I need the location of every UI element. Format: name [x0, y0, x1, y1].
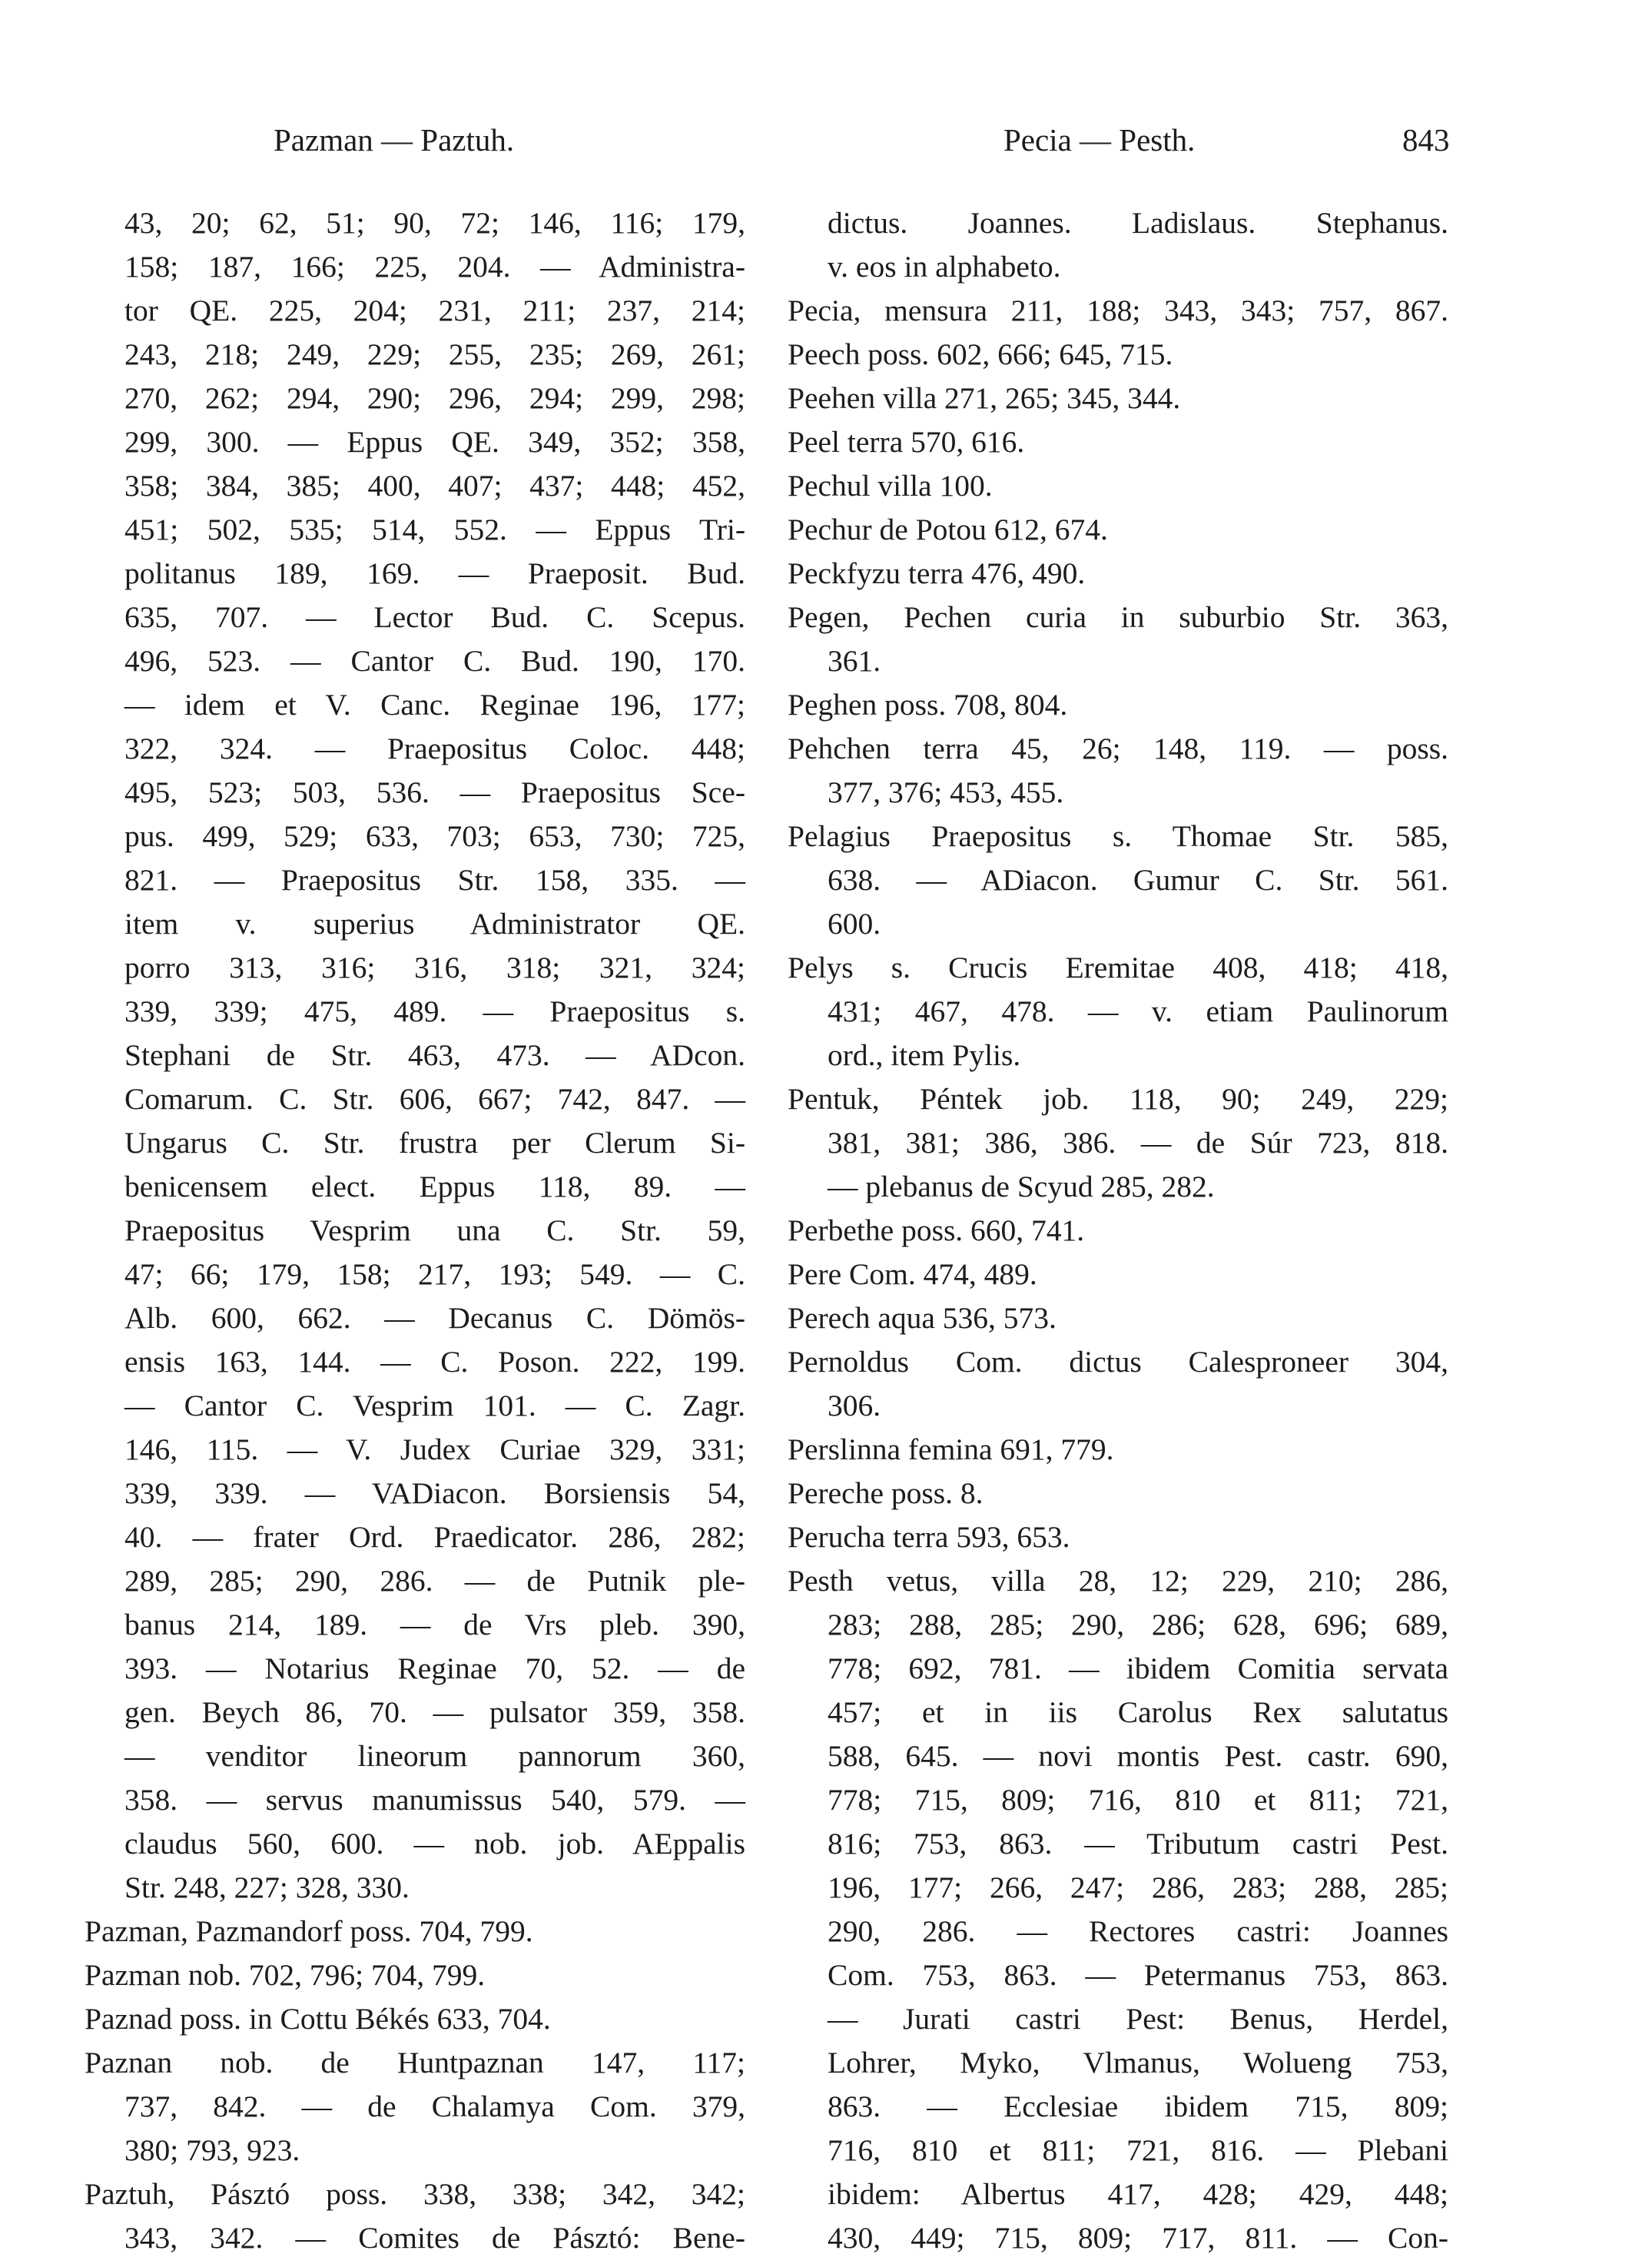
header-left-title: Pazman — Paztuh.	[274, 122, 515, 158]
index-continuation-line: dictus. Joannes. Ladislaus. Stephanus.	[828, 206, 1448, 240]
index-continuation-line: 270, 262; 294, 290; 296, 294; 299, 298;	[124, 381, 745, 415]
index-continuation-line: politanus 189, 169. — Praeposit. Bud.	[124, 556, 745, 590]
index-continuation-line: porro 313, 316; 316, 318; 321, 324;	[124, 951, 745, 984]
index-continuation-line: 600.	[828, 907, 881, 941]
index-continuation-line: Lohrer, Myko, Vlmanus, Wolueng 753,	[828, 2046, 1448, 2079]
index-continuation-line: 299, 300. — Eppus QE. 349, 352; 358,	[124, 425, 745, 459]
index-continuation-line: Praepositus Vesprim una C. Str. 59,	[124, 1213, 745, 1247]
index-continuation-line: pus. 499, 529; 633, 703; 653, 730; 725,	[124, 819, 745, 853]
index-continuation-line: 431; 467, 478. — v. etiam Paulinorum	[828, 994, 1448, 1028]
index-continuation-line: 43, 20; 62, 51; 90, 72; 146, 116; 179,	[124, 206, 745, 240]
index-entry-line: Peel terra 570, 616.	[788, 425, 1025, 459]
index-continuation-line: 343, 342. — Comites de Pásztó: Bene-	[124, 2221, 745, 2255]
index-continuation-line: ensis 163, 144. — C. Poson. 222, 199.	[124, 1345, 745, 1379]
index-continuation-line: 361.	[828, 644, 881, 678]
index-continuation-line: 778; 692, 781. — ibidem Comitia servata	[828, 1651, 1448, 1685]
index-entry-line: Pehchen terra 45, 26; 148, 119. — poss.	[788, 732, 1448, 765]
index-continuation-line: ord., item Pylis.	[828, 1038, 1021, 1072]
index-continuation-line: 495, 523; 503, 536. — Praepositus Sce-	[124, 775, 745, 809]
index-continuation-line: v. eos in alphabeto.	[828, 250, 1061, 284]
index-continuation-line: 393. — Notarius Reginae 70, 52. — de	[124, 1651, 745, 1685]
index-continuation-line: 339, 339. — VADiacon. Borsiensis 54,	[124, 1476, 745, 1510]
index-continuation-line: 716, 810 et 811; 721, 816. — Plebani	[828, 2133, 1448, 2167]
index-continuation-line: 588, 645. — novi montis Pest. castr. 690,	[828, 1739, 1448, 1773]
index-continuation-line: banus 214, 189. — de Vrs pleb. 390,	[124, 1608, 745, 1641]
index-continuation-line: 635, 707. — Lector Bud. C. Scepus.	[124, 600, 745, 634]
index-continuation-line: item v. superius Administrator QE.	[124, 907, 745, 941]
header-right-title: Pecia — Pesth.	[1003, 122, 1196, 158]
index-continuation-line: Com. 753, 863. — Petermanus 753, 863.	[828, 1958, 1448, 1992]
index-continuation-line: 146, 115. — V. Judex Curiae 329, 331;	[124, 1432, 745, 1466]
index-entry-line: Paznad poss. in Cottu Békés 633, 704.	[85, 2002, 551, 2036]
index-continuation-line: 381, 381; 386, 386. — de Súr 723, 818.	[828, 1126, 1448, 1160]
index-continuation-line: 322, 324. — Praepositus Coloc. 448;	[124, 732, 745, 765]
index-continuation-line: — plebanus de Scyud 285, 282.	[828, 1170, 1215, 1203]
index-continuation-line: claudus 560, 600. — nob. job. AEppalis	[124, 1827, 745, 1860]
index-entry-line: Pere Com. 474, 489.	[788, 1257, 1037, 1291]
index-continuation-line: 40. — frater Ord. Praedicator. 286, 282;	[124, 1520, 745, 1554]
index-continuation-line: 289, 285; 290, 286. — de Putnik ple-	[124, 1564, 745, 1598]
index-continuation-line: gen. Beych 86, 70. — pulsator 359, 358.	[124, 1695, 745, 1729]
index-continuation-line: ibidem: Albertus 417, 428; 429, 448;	[828, 2177, 1448, 2211]
index-continuation-line: — venditor lineorum pannorum 360,	[124, 1739, 745, 1773]
index-entry-line: Peckfyzu terra 476, 490.	[788, 556, 1086, 590]
index-continuation-line: Ungarus C. Str. frustra per Clerum Si-	[124, 1126, 745, 1160]
index-continuation-line: 778; 715, 809; 716, 810 et 811; 721,	[828, 1783, 1448, 1817]
index-continuation-line: 358; 384, 385; 400, 407; 437; 448; 452,	[124, 469, 745, 503]
index-continuation-line: 737, 842. — de Chalamya Com. 379,	[124, 2089, 745, 2123]
index-continuation-line: 283; 288, 285; 290, 286; 628, 696; 689,	[828, 1608, 1448, 1641]
index-continuation-line: 451; 502, 535; 514, 552. — Eppus Tri-	[124, 513, 745, 546]
index-entry-line: Pazman nob. 702, 796; 704, 799.	[85, 1958, 486, 1992]
index-entry-line: Pelagius Praepositus s. Thomae Str. 585,	[788, 819, 1448, 853]
index-continuation-line: — Jurati castri Pest: Benus, Herdel,	[828, 2002, 1448, 2036]
index-entry-line: Pechur de Potou 612, 674.	[788, 513, 1108, 546]
index-continuation-line: — Cantor C. Vesprim 101. — C. Zagr.	[124, 1389, 745, 1422]
index-continuation-line: 377, 376; 453, 455.	[828, 775, 1064, 809]
index-continuation-line: 158; 187, 166; 225, 204. — Administra-	[124, 250, 745, 284]
index-entry-line: Pentuk, Péntek job. 118, 90; 249, 229;	[788, 1082, 1448, 1116]
index-entry-line: Perucha terra 593, 653.	[788, 1520, 1070, 1554]
index-continuation-line: Comarum. C. Str. 606, 667; 742, 847. —	[124, 1082, 745, 1116]
index-continuation-line: 380; 793, 923.	[124, 2133, 300, 2167]
index-continuation-line: Alb. 600, 662. — Decanus C. Dömös-	[124, 1301, 745, 1335]
index-continuation-line: 863. — Ecclesiae ibidem 715, 809;	[828, 2089, 1448, 2123]
index-entry-line: Perech aqua 536, 573.	[788, 1301, 1057, 1335]
page-number: 843	[1402, 122, 1450, 158]
index-entry-line: Perslinna femina 691, 779.	[788, 1432, 1114, 1466]
index-continuation-line: 821. — Praepositus Str. 158, 335. —	[124, 863, 745, 897]
running-header	[85, 121, 1460, 168]
index-continuation-line: Str. 248, 227; 328, 330.	[124, 1870, 410, 1904]
index-continuation-line: 290, 286. — Rectores castri: Joannes	[828, 1914, 1448, 1948]
index-continuation-line: 47; 66; 179, 158; 217, 193; 549. — C.	[124, 1257, 745, 1291]
index-continuation-line: 243, 218; 249, 229; 255, 235; 269, 261;	[124, 337, 745, 371]
index-continuation-line: benicensem elect. Eppus 118, 89. —	[124, 1170, 745, 1203]
index-continuation-line: — idem et V. Canc. Reginae 196, 177;	[124, 688, 745, 722]
index-continuation-line: 339, 339; 475, 489. — Praepositus s.	[124, 994, 745, 1028]
index-entry-line: Paznan nob. de Huntpaznan 147, 117;	[85, 2046, 745, 2079]
index-entry-line: Perbethe poss. 660, 741.	[788, 1213, 1085, 1247]
index-continuation-line: tor QE. 225, 204; 231, 211; 237, 214;	[124, 294, 745, 327]
index-continuation-line: Stephani de Str. 463, 473. — ADcon.	[124, 1038, 745, 1072]
index-continuation-line: 196, 177; 266, 247; 286, 283; 288, 285;	[828, 1870, 1448, 1904]
index-entry-line: Pernoldus Com. dictus Calesproneer 304,	[788, 1345, 1448, 1379]
index-entry-line: Pazman, Pazmandorf poss. 704, 799.	[85, 1914, 533, 1948]
index-continuation-line: 496, 523. — Cantor C. Bud. 190, 170.	[124, 644, 745, 678]
index-entry-line: Pereche poss. 8.	[788, 1476, 984, 1510]
index-entry-line: Pelys s. Crucis Eremitae 408, 418; 418,	[788, 951, 1448, 984]
index-entry-line: Paztuh, Pásztó poss. 338, 338; 342, 342;	[85, 2177, 745, 2211]
index-entry-line: Pegen, Pechen curia in suburbio Str. 363,	[788, 600, 1448, 634]
index-continuation-line: 306.	[828, 1389, 881, 1422]
index-entry-line: Pechul villa 100.	[788, 469, 993, 503]
index-entry-line: Pesth vetus, villa 28, 12; 229, 210; 286,	[788, 1564, 1448, 1598]
right-column	[788, 201, 1448, 2260]
index-continuation-line: 430, 449; 715, 809; 717, 811. — Con-	[828, 2221, 1448, 2255]
index-continuation-line: 358. — servus manumissus 540, 579. —	[124, 1783, 745, 1817]
index-continuation-line: 816; 753, 863. — Tributum castri Pest.	[828, 1827, 1448, 1860]
index-entry-line: Peehen villa 271, 265; 345, 344.	[788, 381, 1181, 415]
index-continuation-line: 638. — ADiacon. Gumur C. Str. 561.	[828, 863, 1448, 897]
index-continuation-line: 457; et in iis Carolus Rex salutatus	[828, 1695, 1448, 1729]
index-entry-line: Pecia, mensura 211, 188; 343, 343; 757, 867.	[788, 294, 1448, 327]
index-entry-line: Peghen poss. 708, 804.	[788, 688, 1068, 722]
index-entry-line: Peech poss. 602, 666; 645, 715.	[788, 337, 1173, 371]
left-column	[85, 201, 745, 2260]
